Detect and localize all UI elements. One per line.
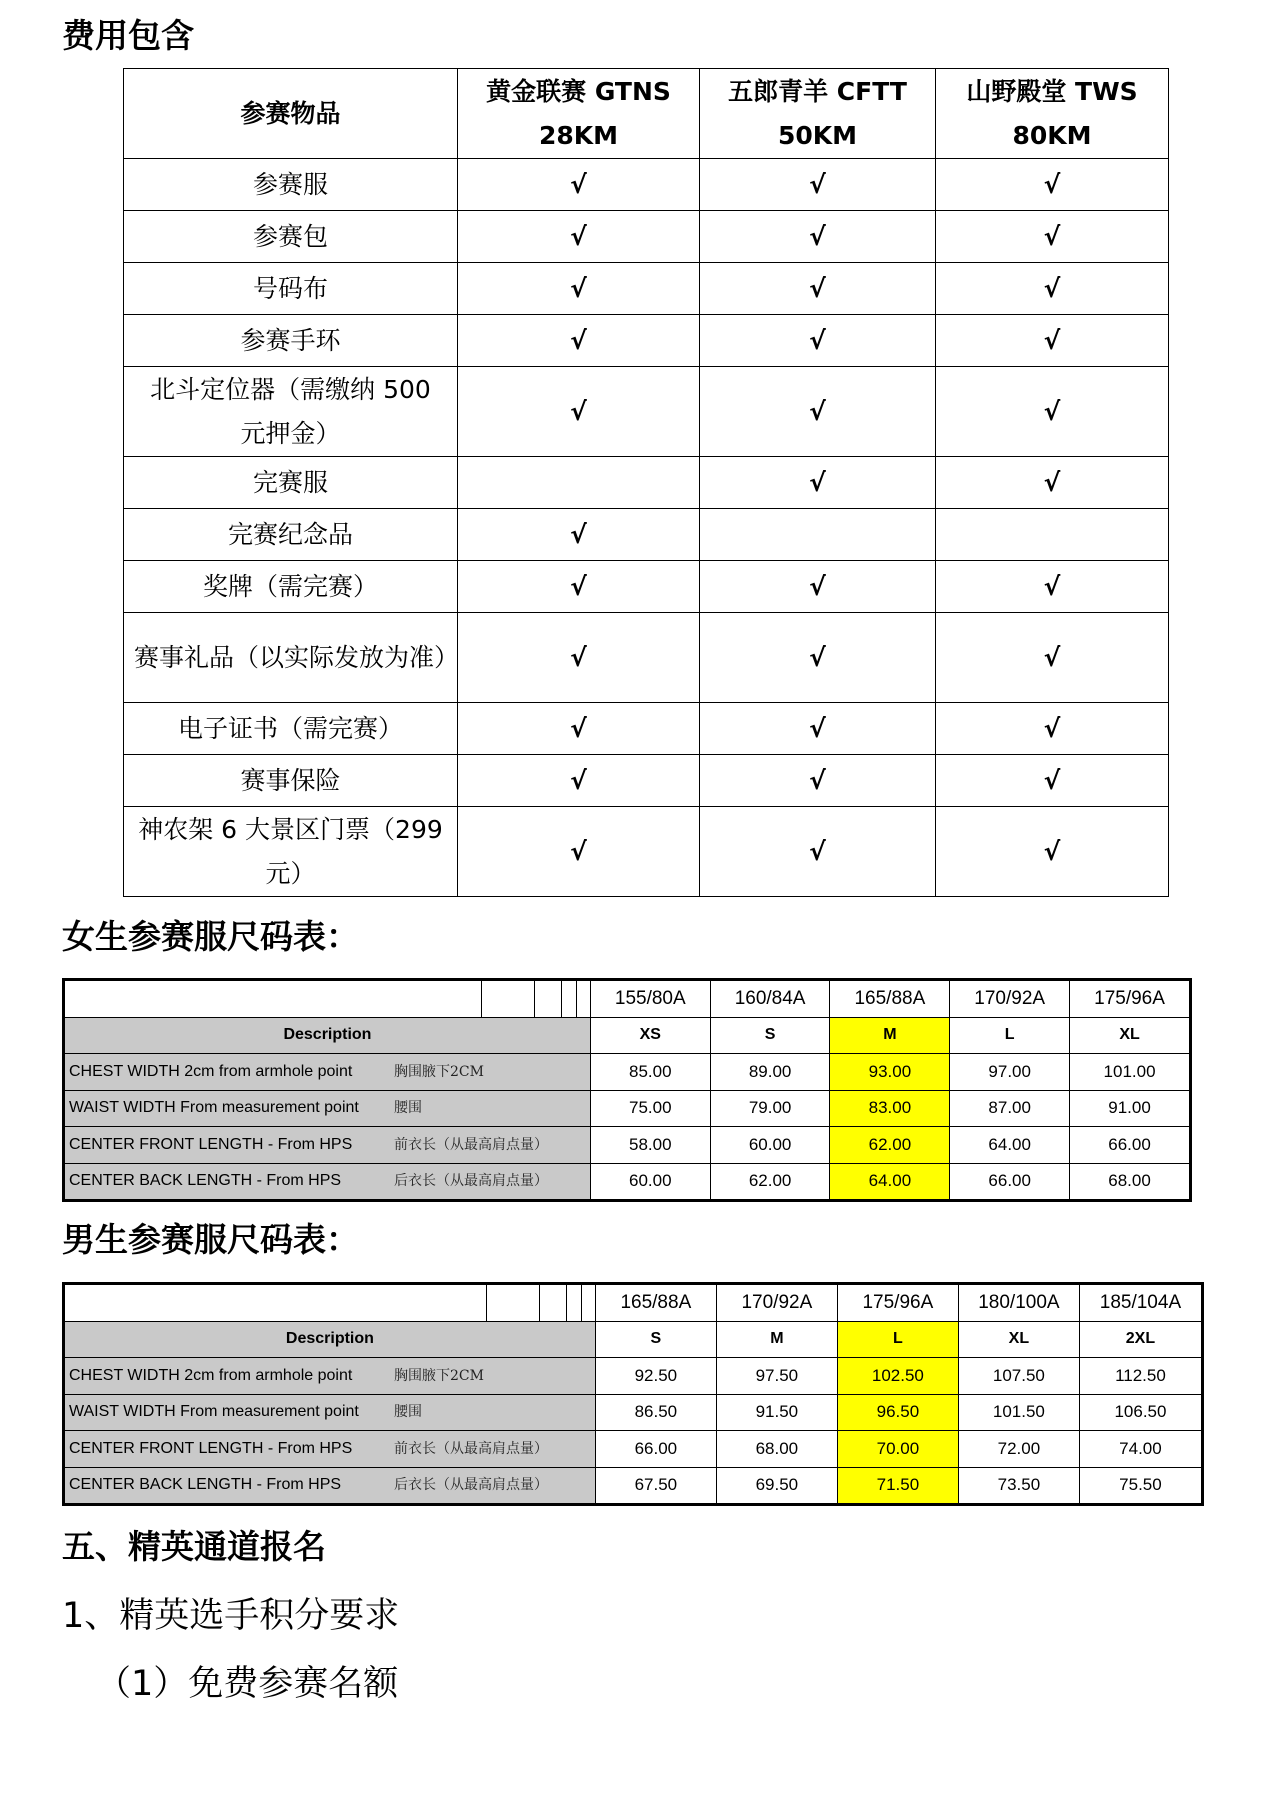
women-measure-value: 68.00 <box>1070 1163 1191 1201</box>
women-measure-value: 83.00 <box>830 1090 950 1127</box>
blank-cell <box>562 980 576 1018</box>
fees-check-cell: √ <box>458 315 700 367</box>
men-measure-value: 92.50 <box>595 1358 716 1395</box>
fees-item-name: 北斗定位器（需缴纳 500 元押金） <box>124 367 458 457</box>
fees-check-cell: √ <box>936 315 1169 367</box>
women-measure-value: 62.00 <box>830 1127 950 1164</box>
men-measure-description <box>64 1467 596 1505</box>
fees-check-cell: √ <box>458 755 700 807</box>
measure-name-en: CENTER BACK LENGTH - From HPS <box>69 1172 342 1190</box>
women-measure-row <box>64 1163 1191 1201</box>
measure-name-en: CHEST WIDTH 2cm from armhole point <box>69 1366 353 1384</box>
men-spec-cell: 165/88A <box>595 1284 716 1322</box>
fees-table-row <box>124 211 1169 263</box>
blank-cell <box>535 980 562 1018</box>
measure-name-en: WAIST WIDTH From measurement point <box>69 1099 359 1117</box>
men-size-table <box>62 1282 1204 1506</box>
fees-check-cell: √ <box>700 367 936 457</box>
women-measure-value: 85.00 <box>590 1054 710 1091</box>
fees-check-cell: √ <box>458 561 700 613</box>
women-measure-value: 60.00 <box>590 1163 710 1201</box>
women-measure-row <box>64 1054 1191 1091</box>
fees-table-row <box>124 159 1169 211</box>
men-measure-value: 96.50 <box>837 1394 958 1431</box>
women-size-cell: S <box>710 1017 830 1054</box>
blank-cell <box>487 1284 540 1322</box>
women-spec-row <box>64 980 1191 1018</box>
fees-check-cell: √ <box>700 561 936 613</box>
women-measure-value: 66.00 <box>950 1163 1070 1201</box>
fees-check-cell: √ <box>936 807 1169 897</box>
women-size-cell: XL <box>1070 1017 1191 1054</box>
fees-table-row <box>124 315 1169 367</box>
women-measure-description <box>64 1090 591 1127</box>
measure-name-cn: 腰围 <box>394 1100 422 1117</box>
fees-check-cell: √ <box>700 703 936 755</box>
men-spec-cell: 175/96A <box>837 1284 958 1322</box>
fees-table <box>123 68 1169 897</box>
men-size-row <box>64 1321 1203 1358</box>
measure-name-cn: 后衣长（从最高肩点量） <box>394 1477 548 1494</box>
women-spec-cell: 175/96A <box>1070 980 1191 1018</box>
women-measure-value: 64.00 <box>830 1163 950 1201</box>
fees-item-name: 参赛包 <box>124 211 458 263</box>
measure-name-en: CENTER FRONT LENGTH - From HPS <box>69 1135 353 1153</box>
women-spec-cell: 160/84A <box>710 980 830 1018</box>
men-measure-value: 74.00 <box>1079 1431 1202 1468</box>
women-measure-value: 97.00 <box>950 1054 1070 1091</box>
fees-heading: 费用包含 <box>62 16 194 55</box>
fees-check-cell: √ <box>936 159 1169 211</box>
men-measure-value: 67.50 <box>595 1467 716 1505</box>
fees-header-race-gtns: 黄金联赛 GTNS 28KM <box>458 69 700 159</box>
fees-check-cell: √ <box>458 211 700 263</box>
men-measure-description <box>64 1431 596 1468</box>
fees-check-cell: √ <box>700 807 936 897</box>
women-spec-cell: 155/80A <box>590 980 710 1018</box>
blank-cell <box>567 1284 581 1322</box>
women-measure-value: 101.00 <box>1070 1054 1191 1091</box>
fees-item-name: 神农架 6 大景区门票（299 元） <box>124 807 458 897</box>
men-size-cell: L <box>837 1321 958 1358</box>
fees-check-cell: √ <box>458 807 700 897</box>
men-measure-value: 97.50 <box>716 1358 837 1395</box>
measure-name-cn: 腰围 <box>394 1404 422 1421</box>
fees-header-race-cftt: 五郎青羊 CFTT 50KM <box>700 69 936 159</box>
fees-check-cell: √ <box>936 457 1169 509</box>
fees-check-cell <box>700 509 936 561</box>
measure-name-en: CENTER FRONT LENGTH - From HPS <box>69 1439 353 1457</box>
fees-item-name: 参赛手环 <box>124 315 458 367</box>
fees-check-cell: √ <box>458 613 700 703</box>
men-measure-value: 91.50 <box>716 1394 837 1431</box>
men-measure-value: 75.50 <box>1079 1467 1202 1505</box>
fees-check-cell <box>458 457 700 509</box>
women-measure-value: 66.00 <box>1070 1127 1191 1164</box>
women-measure-value: 79.00 <box>710 1090 830 1127</box>
women-measure-value: 64.00 <box>950 1127 1070 1164</box>
fees-check-cell: √ <box>936 561 1169 613</box>
blank-cell <box>581 1284 595 1322</box>
fees-item-name: 赛事礼品（以实际发放为准） <box>124 613 458 703</box>
men-measure-value: 72.00 <box>958 1431 1079 1468</box>
elite-item-1: 1、精英选手积分要求 <box>62 1596 400 1636</box>
men-measure-value: 102.50 <box>837 1358 958 1395</box>
men-measure-value: 106.50 <box>1079 1394 1202 1431</box>
men-measure-description <box>64 1394 596 1431</box>
women-measure-row <box>64 1127 1191 1164</box>
fees-item-name: 完赛纪念品 <box>124 509 458 561</box>
fees-check-cell: √ <box>458 703 700 755</box>
women-measure-description <box>64 1054 591 1091</box>
measure-name-en: CENTER BACK LENGTH - From HPS <box>69 1476 342 1494</box>
men-measure-row <box>64 1467 1203 1505</box>
fees-check-cell: √ <box>936 367 1169 457</box>
women-size-cell: L <box>950 1017 1070 1054</box>
women-size-cell: M <box>830 1017 950 1054</box>
fees-table-row <box>124 263 1169 315</box>
women-spec-cell: 165/88A <box>830 980 950 1018</box>
blank-cell <box>539 1284 566 1322</box>
men-measure-value: 71.50 <box>837 1467 958 1505</box>
men-measure-value: 69.50 <box>716 1467 837 1505</box>
men-measure-row <box>64 1394 1203 1431</box>
women-size-cell: XS <box>590 1017 710 1054</box>
fees-table-header-row <box>124 69 1169 159</box>
men-measure-value: 73.50 <box>958 1467 1079 1505</box>
men-measure-description <box>64 1358 596 1395</box>
fees-item-name: 参赛服 <box>124 159 458 211</box>
men-description-label: Description <box>64 1321 596 1358</box>
fees-check-cell: √ <box>936 755 1169 807</box>
fees-table-row <box>124 457 1169 509</box>
fees-check-cell: √ <box>700 263 936 315</box>
men-measure-value: 86.50 <box>595 1394 716 1431</box>
fees-check-cell: √ <box>458 367 700 457</box>
fees-check-cell: √ <box>700 211 936 263</box>
men-measure-value: 101.50 <box>958 1394 1079 1431</box>
fees-item-name: 赛事保险 <box>124 755 458 807</box>
women-measure-value: 91.00 <box>1070 1090 1191 1127</box>
women-measure-value: 93.00 <box>830 1054 950 1091</box>
fees-table-row <box>124 613 1169 703</box>
fees-check-cell: √ <box>936 613 1169 703</box>
fees-check-cell: √ <box>936 263 1169 315</box>
fees-check-cell: √ <box>700 755 936 807</box>
men-size-heading: 男生参赛服尺码表： <box>62 1220 359 1259</box>
blank-cell <box>64 980 482 1018</box>
blank-cell <box>482 980 535 1018</box>
men-spec-row <box>64 1284 1203 1322</box>
fees-item-name: 电子证书（需完赛） <box>124 703 458 755</box>
men-measure-value: 70.00 <box>837 1431 958 1468</box>
women-measure-value: 89.00 <box>710 1054 830 1091</box>
men-measure-row <box>64 1358 1203 1395</box>
women-measure-value: 60.00 <box>710 1127 830 1164</box>
fees-table-row <box>124 755 1169 807</box>
measure-name-en: CHEST WIDTH 2cm from armhole point <box>69 1062 353 1080</box>
fees-check-cell: √ <box>700 315 936 367</box>
women-size-heading: 女生参赛服尺码表： <box>62 917 359 956</box>
women-measure-row <box>64 1090 1191 1127</box>
men-size-cell: XL <box>958 1321 1079 1358</box>
fees-check-cell: √ <box>458 509 700 561</box>
blank-cell <box>64 1284 487 1322</box>
women-measure-description <box>64 1127 591 1164</box>
men-measure-value: 66.00 <box>595 1431 716 1468</box>
fees-check-cell: √ <box>458 263 700 315</box>
fees-header-race-tws: 山野殿堂 TWS 80KM <box>936 69 1169 159</box>
men-size-cell: 2XL <box>1079 1321 1202 1358</box>
women-spec-cell: 170/92A <box>950 980 1070 1018</box>
women-size-table <box>62 978 1192 1202</box>
measure-name-cn: 前衣长（从最高肩点量） <box>394 1136 548 1153</box>
fees-item-name: 完赛服 <box>124 457 458 509</box>
fees-check-cell: √ <box>936 211 1169 263</box>
men-measure-value: 112.50 <box>1079 1358 1202 1395</box>
fees-header-item: 参赛物品 <box>124 69 458 159</box>
women-measure-value: 58.00 <box>590 1127 710 1164</box>
fees-check-cell <box>936 509 1169 561</box>
fees-item-name: 奖牌（需完赛） <box>124 561 458 613</box>
women-measure-description <box>64 1163 591 1201</box>
fees-table-row <box>124 703 1169 755</box>
women-measure-value: 62.00 <box>710 1163 830 1201</box>
elite-item-1-sub: （1）免费参赛名额 <box>96 1664 399 1704</box>
women-measure-value: 75.00 <box>590 1090 710 1127</box>
men-measure-value: 107.50 <box>958 1358 1079 1395</box>
measure-name-cn: 后衣长（从最高肩点量） <box>394 1173 548 1190</box>
women-description-label: Description <box>64 1017 591 1054</box>
fees-check-cell: √ <box>936 703 1169 755</box>
men-spec-cell: 185/104A <box>1079 1284 1202 1322</box>
women-measure-value: 87.00 <box>950 1090 1070 1127</box>
fees-check-cell: √ <box>700 613 936 703</box>
blank-cell <box>576 980 590 1018</box>
men-size-cell: S <box>595 1321 716 1358</box>
measure-name-cn: 胸围腋下2CM <box>394 1063 484 1080</box>
fees-check-cell: √ <box>700 457 936 509</box>
fees-table-row <box>124 561 1169 613</box>
men-size-cell: M <box>716 1321 837 1358</box>
elite-heading: 五、精英通道报名 <box>62 1527 326 1566</box>
men-spec-cell: 170/92A <box>716 1284 837 1322</box>
women-size-row <box>64 1017 1191 1054</box>
men-spec-cell: 180/100A <box>958 1284 1079 1322</box>
fees-check-cell: √ <box>700 159 936 211</box>
fees-check-cell: √ <box>458 159 700 211</box>
measure-name-cn: 胸围腋下2CM <box>394 1367 484 1384</box>
fees-table-row <box>124 509 1169 561</box>
fees-item-name: 号码布 <box>124 263 458 315</box>
fees-table-row <box>124 807 1169 897</box>
measure-name-en: WAIST WIDTH From measurement point <box>69 1403 359 1421</box>
measure-name-cn: 前衣长（从最高肩点量） <box>394 1440 548 1457</box>
men-measure-row <box>64 1431 1203 1468</box>
fees-table-row <box>124 367 1169 457</box>
men-measure-value: 68.00 <box>716 1431 837 1468</box>
